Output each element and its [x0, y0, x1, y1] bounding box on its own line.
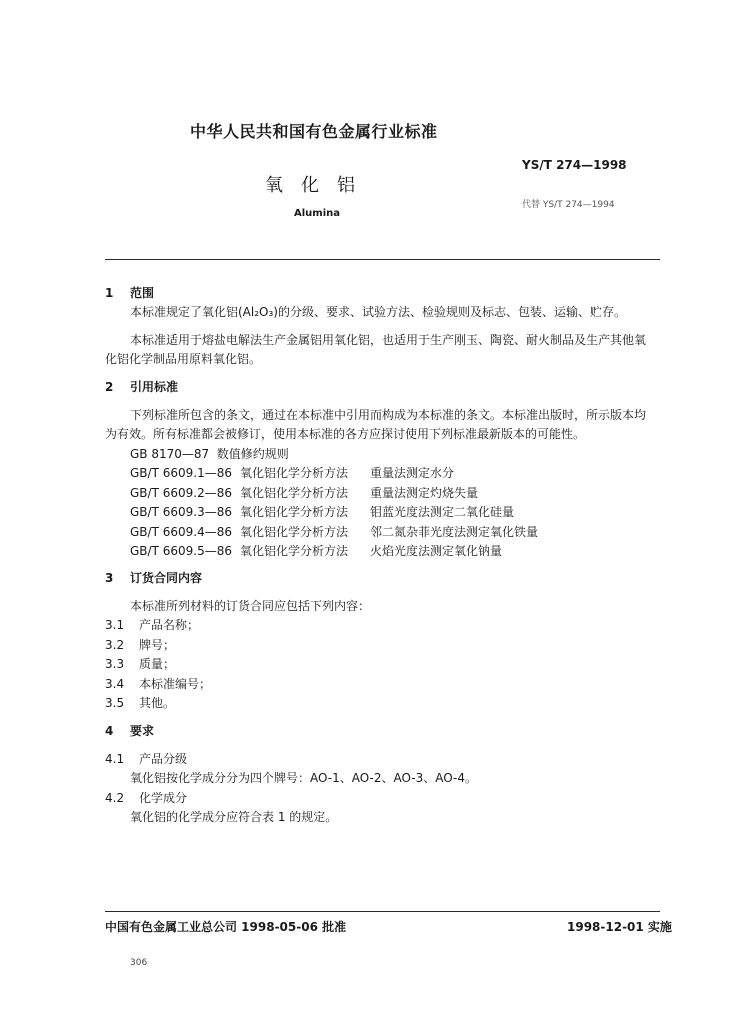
reference-title: 氧化铝化学分析方法	[240, 466, 349, 480]
reference-code: GB/T 6609.5—86	[130, 544, 232, 558]
item-text: 质量；	[139, 657, 176, 671]
paragraph: 下列标准所包含的条文，通过在本标准中引用而构成为本标准的条文。本标准出版时，所示版本均	[130, 408, 647, 422]
list-item	[105, 694, 175, 712]
reference-item	[130, 503, 514, 520]
item-text: 牌号；	[139, 638, 176, 652]
list-item	[105, 655, 175, 673]
standard-number: YS/T 274—1998	[522, 158, 627, 172]
reference-item	[130, 464, 454, 481]
item-text: 其他。	[139, 696, 176, 710]
subsection-number: 4.1	[105, 752, 125, 766]
section-2-heading	[105, 378, 178, 395]
reference-item	[130, 523, 538, 540]
section-number: 3	[105, 571, 114, 585]
section-number: 4	[105, 724, 114, 738]
item-text: 本标准编号；	[139, 677, 212, 691]
section-number: 2	[105, 380, 114, 394]
reference-code: GB 8170—87	[130, 447, 210, 461]
section-3-heading	[105, 569, 202, 586]
reference-code: GB/T 6609.4—86	[130, 525, 232, 539]
paragraph: 本标准规定了氧化铝(Al₂O₃)的分级、要求、试验方法、检验规则及标志、包装、运输、贮存。	[130, 305, 626, 319]
subsection-heading	[105, 789, 187, 807]
subsection-heading	[105, 750, 187, 768]
reference-item	[130, 542, 502, 559]
paragraph-continuation: 化铝化学制品用原料氧化铝。	[105, 352, 262, 366]
subsection-title: 产品分级	[139, 752, 188, 766]
item-number: 3.1	[105, 618, 125, 632]
reference-desc: 重量法测定灼烧失量	[370, 486, 479, 500]
paragraph: 氧化铝的化学成分应符合表 1 的规定。	[130, 810, 338, 824]
subsection-number: 4.2	[105, 791, 125, 805]
list-item	[105, 616, 199, 634]
document-title-english: Alumina	[294, 208, 341, 219]
header-divider	[105, 259, 660, 260]
paragraph-continuation: 为有效。所有标准都会被修订，使用本标准的各方应探讨使用下列标准最新版本的可能性。	[105, 427, 586, 441]
reference-title: 氧化铝化学分析方法	[240, 525, 349, 539]
document-title: 氧化铝	[265, 175, 373, 196]
approval-line: 中国有色金属工业总公司 1998-05-06 批准	[105, 920, 347, 934]
section-title: 引用标准	[130, 380, 179, 394]
paragraph: 本标准适用于熔盐电解法生产金属铝用氧化铝，也适用于生产刚玉、陶瓷、耐火制品及生产其他氧	[130, 333, 647, 347]
item-text: 产品名称；	[139, 618, 200, 632]
section-title: 订货合同内容	[130, 571, 203, 585]
reference-title: 数值修约规则	[216, 447, 289, 461]
reference-code: GB/T 6609.3—86	[130, 505, 232, 519]
section-title: 范围	[130, 286, 155, 300]
list-item	[105, 675, 211, 693]
reference-code: GB/T 6609.2—86	[130, 486, 232, 500]
section-number: 1	[105, 286, 114, 300]
paragraph: 本标准所列材料的订货合同应包括下列内容：	[130, 599, 371, 613]
list-item	[105, 636, 175, 654]
reference-desc: 重量法测定水分	[370, 466, 455, 480]
reference-item	[130, 445, 289, 462]
page-number: 306	[130, 958, 148, 968]
reference-desc: 钼蓝光度法测定二氧化硅量	[370, 505, 515, 519]
reference-title: 氧化铝化学分析方法	[240, 544, 349, 558]
section-1-heading	[105, 284, 154, 301]
reference-item	[130, 484, 478, 501]
item-number: 3.4	[105, 677, 125, 691]
footer-divider	[105, 911, 660, 912]
item-number: 3.3	[105, 657, 125, 671]
reference-title: 氧化铝化学分析方法	[240, 486, 349, 500]
reference-desc: 火焰光度法测定氧化钠量	[370, 544, 503, 558]
reference-desc: 邻二氮杂菲光度法测定氧化铁量	[370, 525, 539, 539]
section-title: 要求	[130, 724, 155, 738]
replaces-standard: 代替 YS/T 274—1994	[522, 200, 615, 210]
paragraph: 氧化铝按化学成分分为四个牌号：AO-1、AO-2、AO-3、AO-4。	[130, 771, 477, 785]
reference-code: GB/T 6609.1—86	[130, 466, 232, 480]
reference-title: 氧化铝化学分析方法	[240, 505, 349, 519]
section-4-heading	[105, 722, 154, 739]
item-number: 3.5	[105, 696, 125, 710]
issuing-body-title: 中华人民共和国有色金属行业标准	[190, 122, 438, 141]
implementation-date: 1998-12-01 实施	[567, 920, 672, 934]
subsection-title: 化学成分	[139, 791, 188, 805]
item-number: 3.2	[105, 638, 125, 652]
